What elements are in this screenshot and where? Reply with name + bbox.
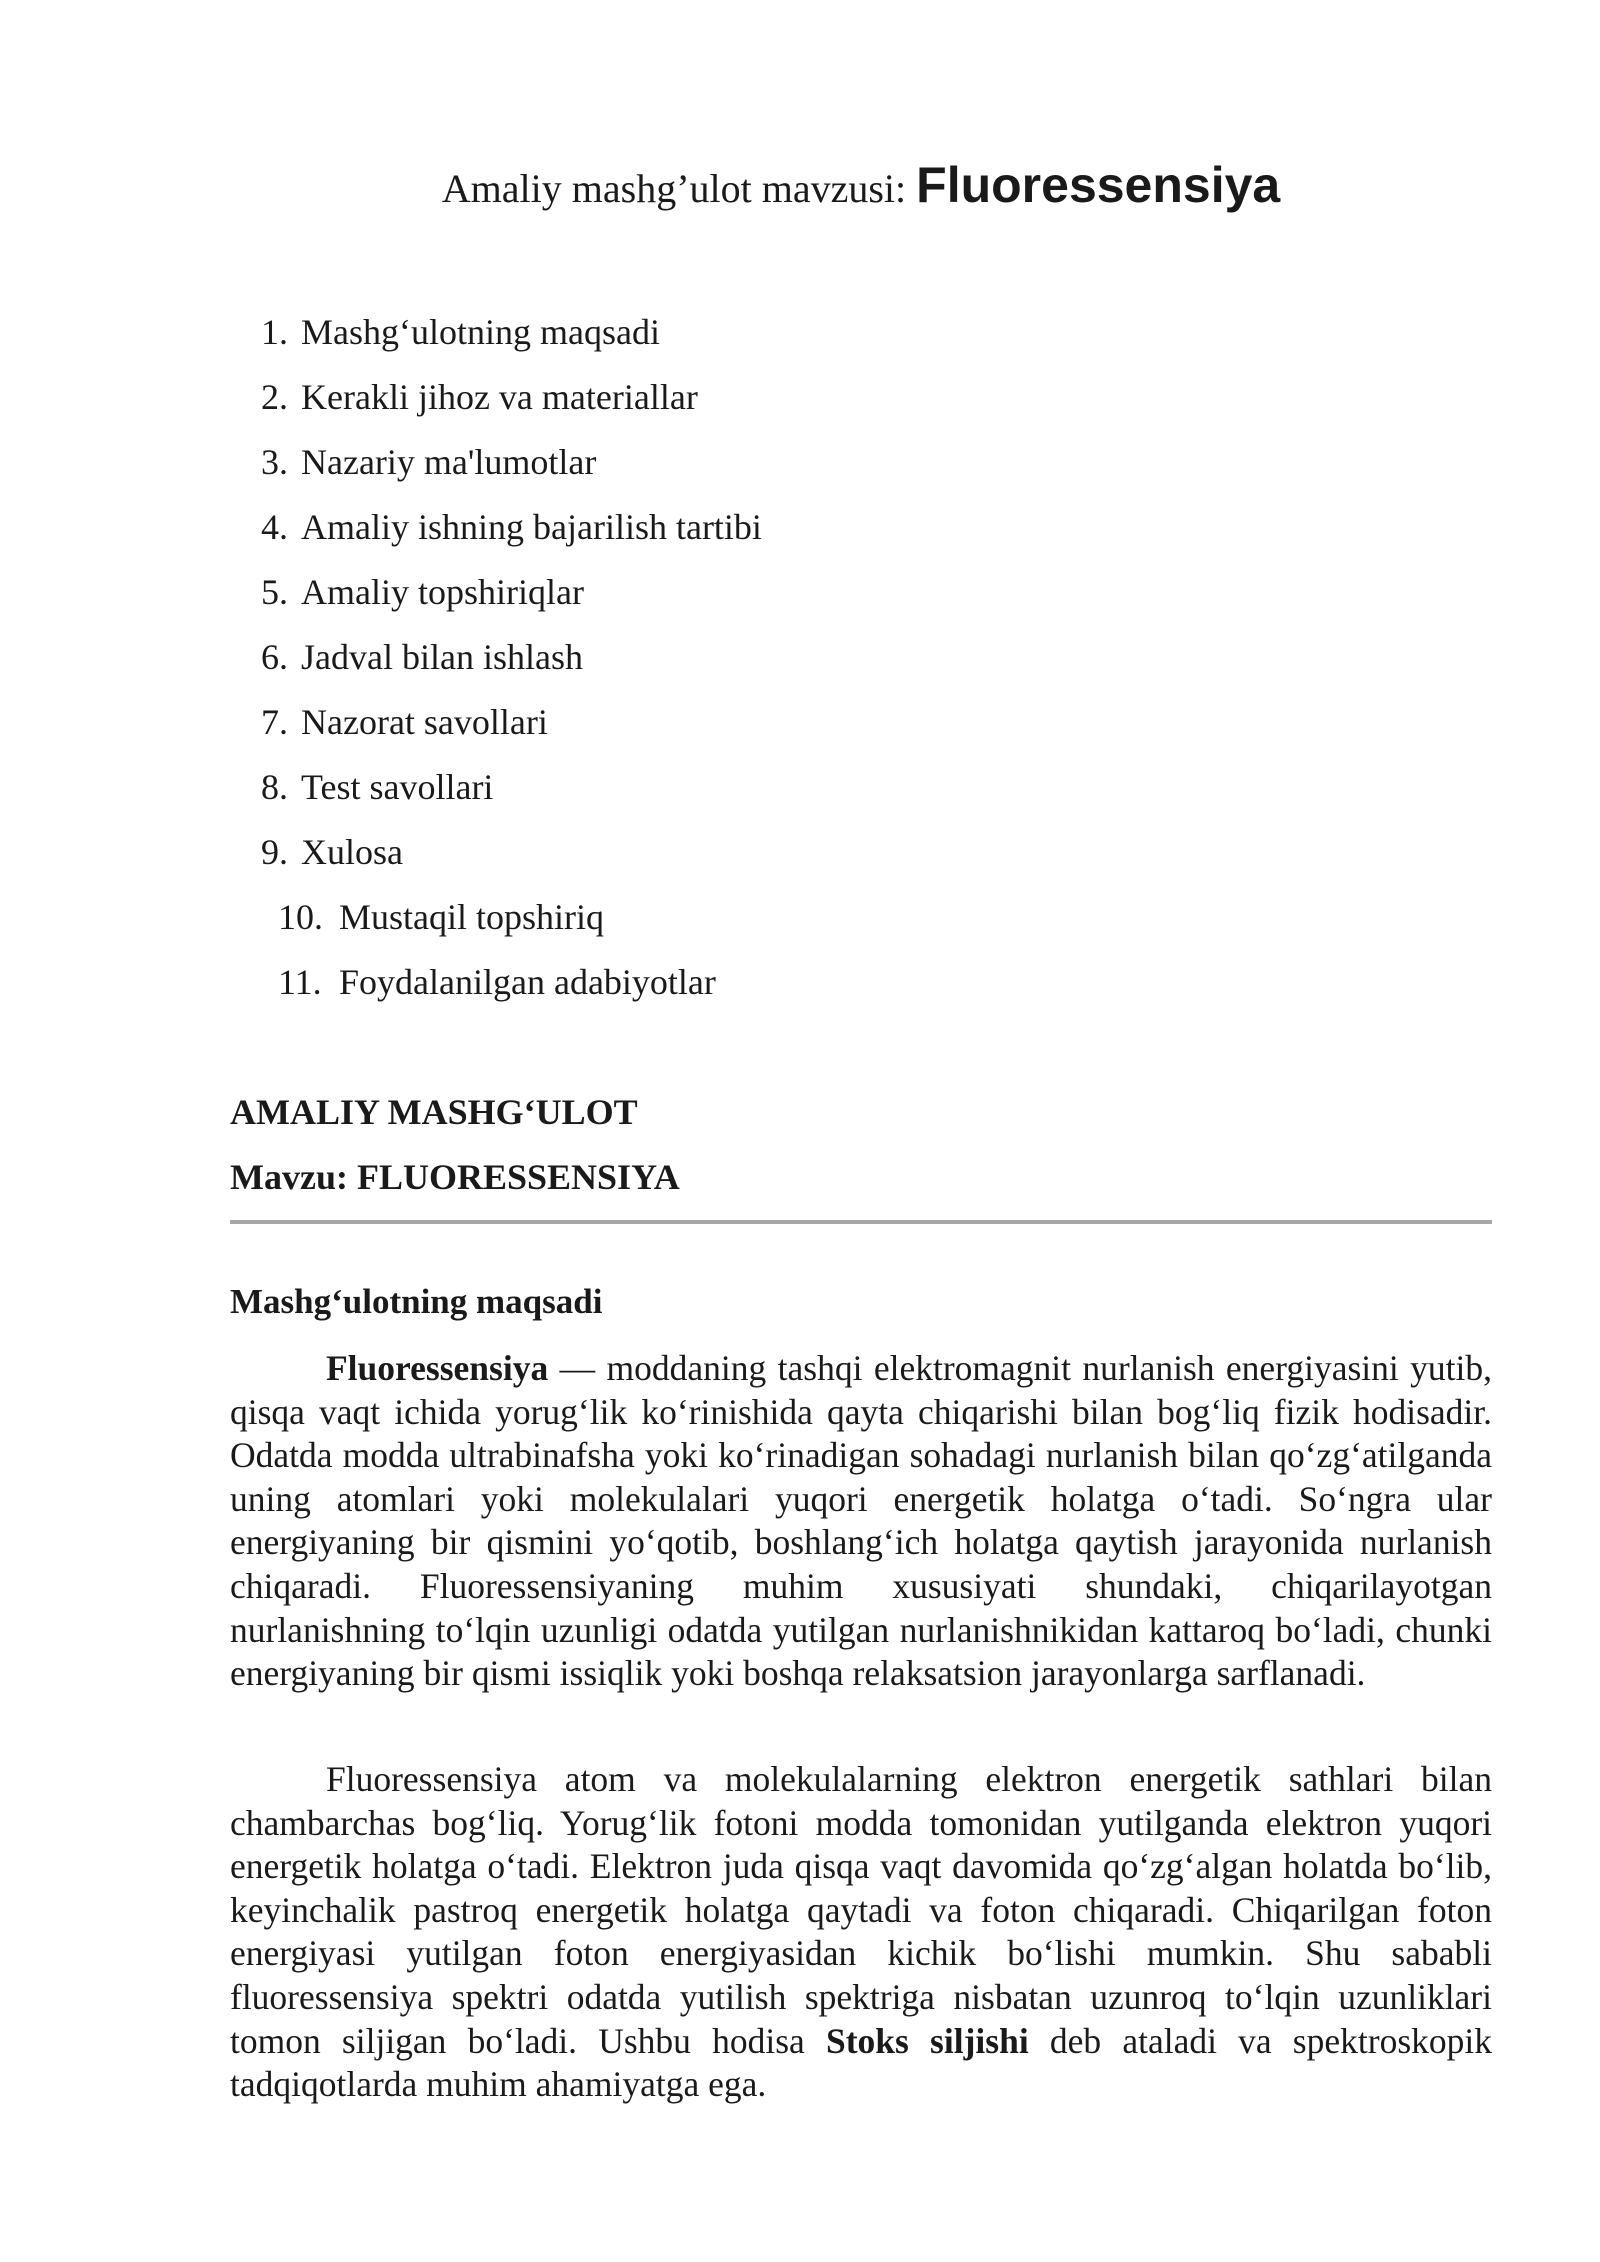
section-subject: Mavzu: FLUORESSENSIYA (230, 1157, 680, 1197)
toc-item-label: Jadval bilan ishlash (301, 637, 583, 677)
title-prefix: Amaliy mashg’ulot mavzusi: (441, 166, 917, 211)
toc-item-number: 7. (261, 702, 288, 742)
toc-item (230, 625, 762, 690)
table-of-contents (230, 300, 762, 1015)
toc-item (230, 885, 762, 950)
toc-item (230, 560, 762, 625)
paragraph-2-text-b: deb ataladi va spektroskopik tadqiqotlarda muhim ahamiyatga ega. (230, 2020, 1492, 2105)
toc-item-label: Mashg‘ulotning maqsadi (301, 312, 660, 352)
toc-item (230, 755, 762, 820)
toc-item (230, 950, 762, 1015)
toc-item-number: 9. (261, 832, 288, 872)
section-heading: AMALIY MASHG‘ULOT (230, 1092, 638, 1132)
goal-paragraph-2 (230, 1758, 1492, 2107)
toc-item-number: 8. (261, 767, 288, 807)
toc-item (230, 820, 762, 885)
toc-item-number: 1. (261, 312, 288, 352)
toc-item-label: Amaliy topshiriqlar (301, 572, 584, 612)
toc-item (230, 300, 762, 365)
toc-item-label: Xulosa (301, 832, 403, 872)
term-fluoressensiya: Fluoressensiya (326, 1348, 549, 1388)
goal-heading: Mashg‘ulotning maqsadi (230, 1282, 603, 1321)
toc-item-number: 3. (261, 442, 288, 482)
toc-item-number: 5. (261, 572, 288, 612)
toc-item-number: 2. (261, 377, 288, 417)
horizontal-divider (230, 1220, 1492, 1224)
term-stoks-siljishi: Stoks siljishi (825, 2020, 1029, 2061)
toc-item (230, 430, 762, 495)
paragraph-2-text-a: Fluoressensiya atom va molekulalarning elektron energetik sathlari bilan chambarchas bog‘liq. Yorug‘lik fotoni modda tomonidan yutilganda elektron yuqori energetik holatga o‘tadi. Elektron juda qisqa vaqt davomida qo‘zg‘algan holatda bo‘lib, keyinchalik pastroq energetik holatga qaytadi va foton chiqaradi. Chiqarilgan foton energiyasi yutilgan foton energiyasidan kichik bo‘lishi mumkin. Shu sababli fluoressensiya spektri odatda yutilish spektriga nisbatan uzunroq to‘lqin uzunliklari tomon siljigan bo‘ladi. Ushbu hodisa (230, 1759, 1492, 2061)
goal-paragraph-1 (230, 1347, 1492, 1696)
toc-item-number: 4. (261, 507, 288, 547)
paragraph-1-text: — moddaning tashqi elektromagnit nurlanish energiyasini yutib, qisqa vaqt ichida yorug‘lik ko‘rinishida qayta chiqarishi bilan bog‘liq fizik hodisadir. Odatda modda ultrabinafsha yoki ko‘rinadigan sohadagi nurlanish bilan qo‘zg‘atilganda uning atomlari yoki molekulalari yuqori energetik holatga o‘tadi. So‘ngra ular energiyaning bir qismini yo‘qotib, boshlang‘ich holatga qaytish jarayonida nurlanish chiqaradi. Fluoressensiyaning muhim xususiyati shundaki, chiqarilayotgan nurlanishning to‘lqin uzunligi odatda yutilgan nurlanishnikidan kattaroq bo‘ladi, chunki energiyaning bir qismi issiqlik yoki boshqa relaksatsion jarayonlarga sarflanadi. (230, 1348, 1492, 1694)
toc-item (230, 365, 762, 430)
toc-item-label: Nazariy ma'lumotlar (301, 442, 597, 482)
document-title (230, 150, 1492, 224)
toc-item-label: Mustaqil topshiriq (339, 897, 605, 937)
toc-item-label: Kerakli jihoz va materiallar (301, 377, 698, 417)
toc-item (230, 690, 762, 755)
toc-item-label: Foydalanilgan adabiyotlar (339, 962, 716, 1002)
title-topic: Fluoressensiya (916, 157, 1281, 213)
toc-item-label: Test savollari (301, 767, 494, 807)
toc-item-label: Amaliy ishning bajarilish tartibi (301, 507, 762, 547)
toc-item (230, 495, 762, 560)
toc-item-number: 11. (278, 962, 322, 1002)
toc-item-number: 10. (278, 897, 323, 937)
toc-item-label: Nazorat savollari (301, 702, 548, 742)
toc-item-number: 6. (261, 637, 288, 677)
